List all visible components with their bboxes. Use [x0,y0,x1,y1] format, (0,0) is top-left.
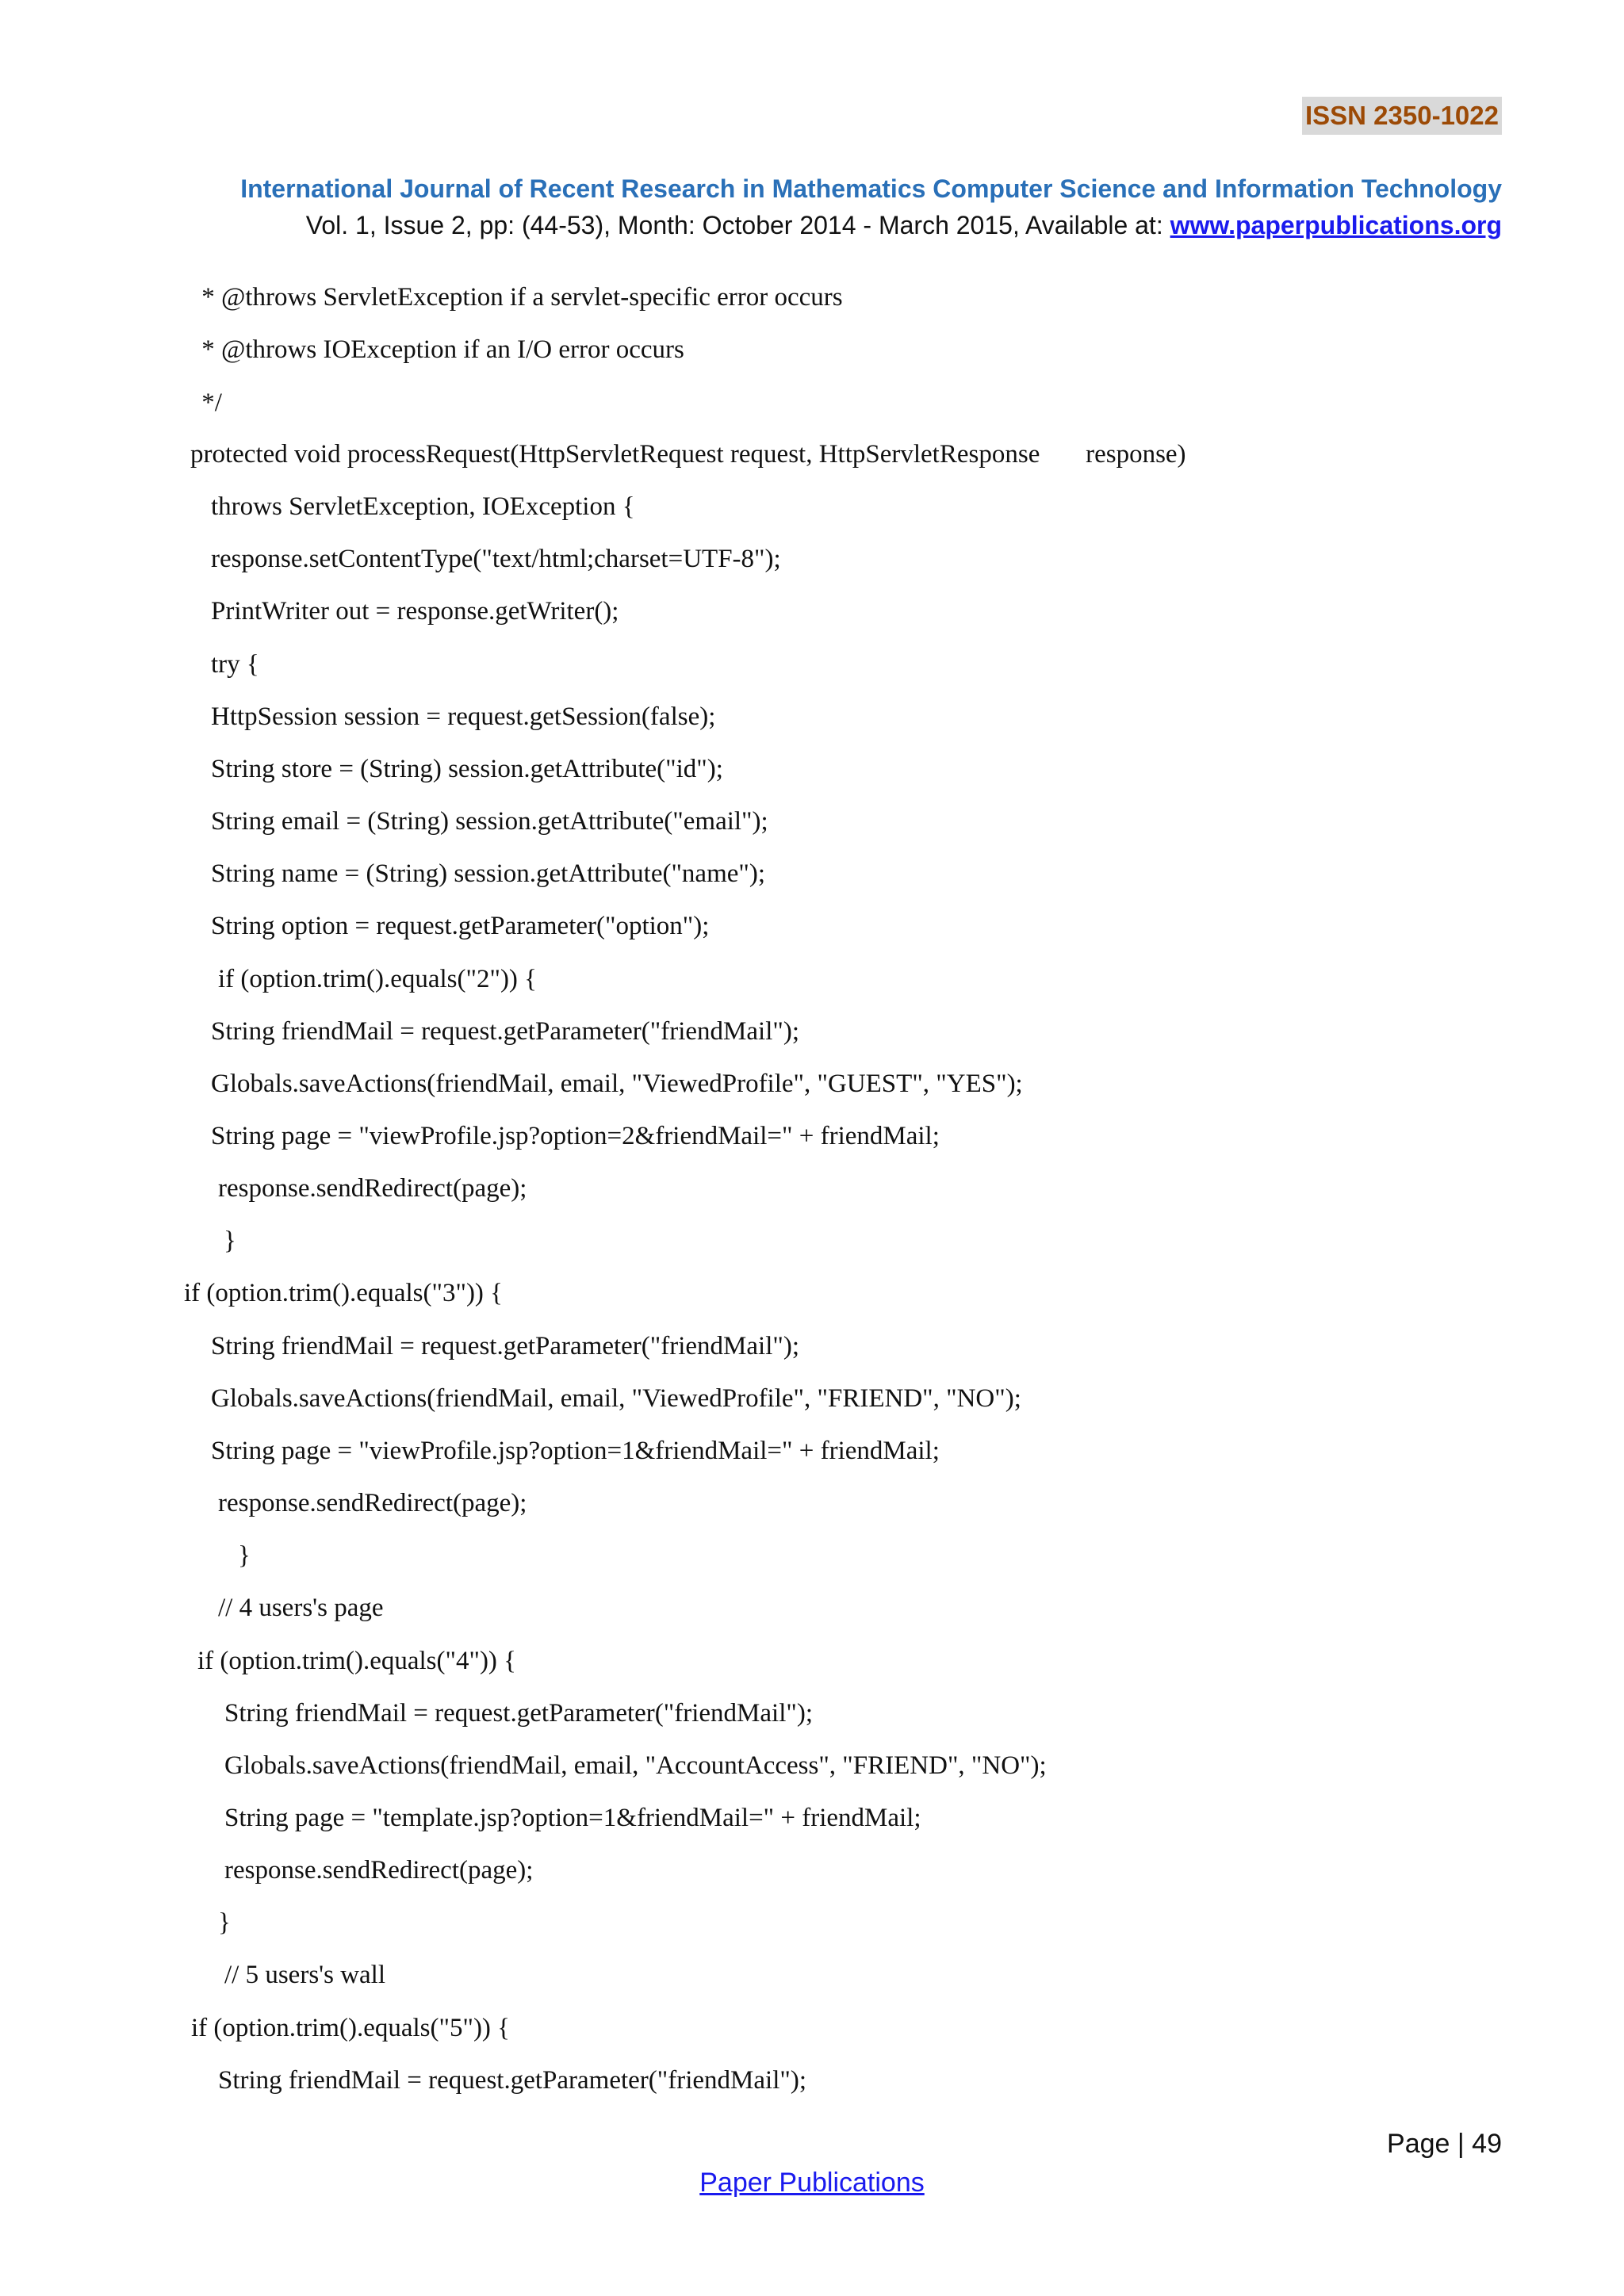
code-line: throws ServletException, IOException { [211,492,635,521]
code-line: if (option.trim().equals("5")) { [191,2014,511,2042]
code-line: String friendMail = request.getParameter("friendMail"); [218,2066,806,2095]
code-line: HttpSession session = request.getSession(false); [211,702,716,731]
code-line: try { [211,650,259,679]
code-line: // 4 users's page [218,1594,384,1622]
page-number: Page | 49 [1387,2129,1502,2159]
code-line: if (option.trim().equals("2")) { [218,965,538,993]
issn-label: ISSN 2350-1022 [1302,97,1502,135]
volume-info-line [306,206,1502,244]
code-line: response.sendRedirect(page); [224,1856,534,1885]
code-line: String friendMail = request.getParameter("friendMail"); [224,1699,813,1728]
code-line: PrintWriter out = response.getWriter(); [211,597,619,626]
code-line: String page = "template.jsp?option=1&friendMail=" + friendMail; [224,1804,921,1832]
code-line: */ [195,388,222,417]
code-line: } [218,1908,231,1937]
code-line: String email = (String) session.getAttribute("email"); [211,807,768,836]
code-line: * @throws ServletException if a servlet-specific error occurs [195,283,843,312]
code-line: response.sendRedirect(page); [218,1489,527,1517]
code-line: protected void processRequest(HttpServletRequest request, HttpServletResponse response) [190,440,1186,469]
code-line: Globals.saveActions(friendMail, email, "ViewedProfile", "FRIEND", "NO"); [211,1384,1021,1413]
code-line: response.sendRedirect(page); [218,1174,527,1203]
code-line: String friendMail = request.getParameter("friendMail"); [211,1332,799,1360]
code-line: } [224,1226,236,1255]
volume-info-text: Vol. 1, Issue 2, pp: (44-53), Month: October 2014 - March 2015, Available at: [305,211,1170,239]
code-line: if (option.trim().equals("4")) { [197,1647,517,1675]
journal-title: International Journal of Recent Research in Mathematics Computer Science and Information Technology [240,174,1502,203]
website-link[interactable]: www.paperpublications.org [1170,211,1502,239]
code-line: // 5 users's wall [224,1961,386,1989]
code-line: String page = "viewProfile.jsp?option=2&friendMail=" + friendMail; [211,1122,940,1150]
code-line: Globals.saveActions(friendMail, email, "ViewedProfile", "GUEST", "YES"); [211,1070,1023,1098]
code-line: String store = (String) session.getAttribute("id"); [211,755,723,783]
code-line: if (option.trim().equals("3")) { [184,1279,504,1307]
code-line: response.setContentType("text/html;charset=UTF-8"); [211,545,781,573]
code-line: String name = (String) session.getAttribute("name"); [211,859,766,888]
code-line: String page = "viewProfile.jsp?option=1&friendMail=" + friendMail; [211,1437,940,1465]
code-line: Globals.saveActions(friendMail, email, "AccountAccess", "FRIEND", "NO"); [224,1751,1047,1780]
publisher-link[interactable]: Paper Publications [699,2168,925,2198]
code-line: String option = request.getParameter("option"); [211,912,710,940]
code-line: * @throws IOException if an I/O error occurs [195,335,684,364]
code-line: String friendMail = request.getParameter("friendMail"); [211,1017,799,1046]
code-line: } [238,1541,251,1570]
